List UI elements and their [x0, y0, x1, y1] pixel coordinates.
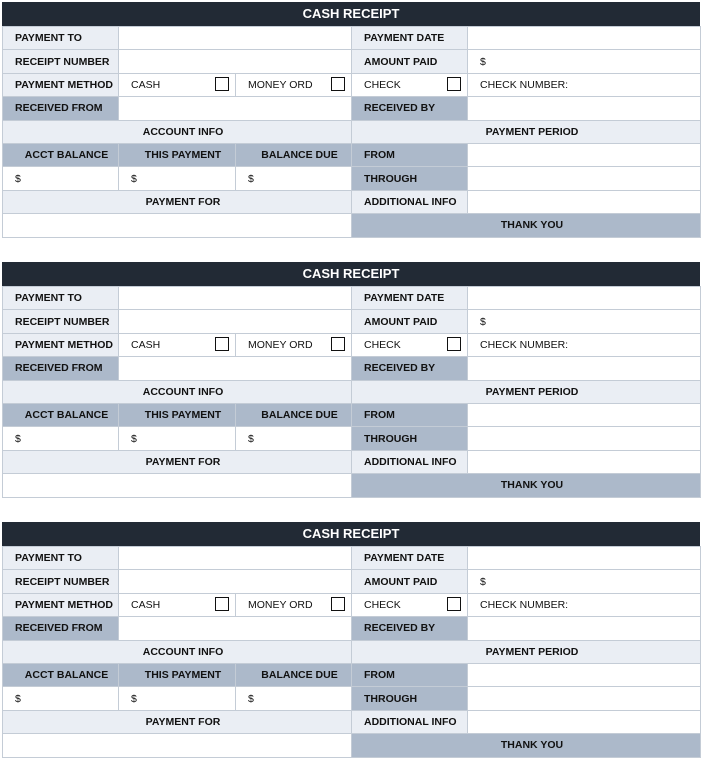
cash-checkbox[interactable]: [215, 77, 229, 91]
check-number-field[interactable]: [468, 593, 701, 616]
amount-paid-field[interactable]: $: [468, 570, 701, 593]
check-option[interactable]: [352, 73, 468, 96]
check-number-field[interactable]: [468, 73, 701, 96]
payment-for-heading: PAYMENT FOR: [3, 450, 352, 473]
payment-date-field[interactable]: [468, 27, 701, 50]
payment-to-field[interactable]: [119, 27, 352, 50]
cash-receipt-1: [2, 2, 700, 238]
money-order-option[interactable]: [236, 333, 352, 356]
check-option-label: CHECK: [364, 338, 401, 351]
this-payment-label: THIS PAYMENT: [119, 403, 236, 426]
payment-for-field[interactable]: [3, 214, 352, 237]
acct-balance-label: ACCT BALANCE: [3, 143, 119, 166]
balance-due-field[interactable]: $: [236, 427, 352, 450]
thank-you-banner: THANK YOU: [352, 474, 701, 497]
payment-for-field[interactable]: [3, 734, 352, 757]
receipt-number-label: RECEIPT NUMBER: [3, 50, 119, 73]
receipt-title: CASH RECEIPT: [2, 262, 700, 286]
received-from-field[interactable]: [119, 97, 352, 120]
money-order-checkbox[interactable]: [331, 597, 345, 611]
payment-date-label: PAYMENT DATE: [352, 27, 468, 50]
check-number-label: CHECK NUMBER:: [480, 338, 569, 351]
through-label: THROUGH: [352, 687, 468, 710]
check-checkbox[interactable]: [447, 77, 461, 91]
cash-receipt-2: [2, 262, 700, 498]
check-checkbox[interactable]: [447, 597, 461, 611]
check-number-field[interactable]: [468, 333, 701, 356]
through-label: THROUGH: [352, 167, 468, 190]
thank-you-banner: THANK YOU: [352, 734, 701, 757]
check-option-label: CHECK: [364, 598, 401, 611]
through-field[interactable]: [468, 167, 701, 190]
amount-paid-field[interactable]: $: [468, 310, 701, 333]
receipt-grid: [2, 286, 701, 498]
payment-to-field[interactable]: [119, 287, 352, 310]
cash-option-label: CASH: [131, 598, 161, 611]
money-order-checkbox[interactable]: [331, 77, 345, 91]
received-by-field[interactable]: [468, 97, 701, 120]
cash-option-label: CASH: [131, 78, 161, 91]
from-label: FROM: [352, 403, 468, 426]
account-info-heading: ACCOUNT INFO: [3, 120, 352, 143]
money-order-option-label: MONEY ORD: [248, 598, 313, 611]
account-info-heading: ACCOUNT INFO: [3, 380, 352, 403]
this-payment-label: THIS PAYMENT: [119, 663, 236, 686]
cash-receipt-3: [2, 522, 700, 758]
payment-date-label: PAYMENT DATE: [352, 547, 468, 570]
amount-paid-label: AMOUNT PAID: [352, 310, 468, 333]
from-field[interactable]: [468, 403, 701, 426]
this-payment-label: THIS PAYMENT: [119, 143, 236, 166]
payment-period-heading: PAYMENT PERIOD: [352, 640, 701, 663]
receipt-number-field[interactable]: [119, 310, 352, 333]
additional-info-field[interactable]: [468, 710, 701, 733]
receipt-number-label: RECEIPT NUMBER: [3, 570, 119, 593]
check-number-label: CHECK NUMBER:: [480, 78, 569, 91]
payment-period-heading: PAYMENT PERIOD: [352, 380, 701, 403]
through-label: THROUGH: [352, 427, 468, 450]
additional-info-label: ADDITIONAL INFO: [352, 190, 468, 213]
additional-info-field[interactable]: [468, 450, 701, 473]
payment-to-label: PAYMENT TO: [3, 287, 119, 310]
payment-method-label: PAYMENT METHOD: [3, 333, 119, 356]
payment-to-label: PAYMENT TO: [3, 547, 119, 570]
receipt-grid: [2, 26, 701, 238]
received-from-label: RECEIVED FROM: [3, 357, 119, 380]
payment-to-label: PAYMENT TO: [3, 27, 119, 50]
balance-due-field[interactable]: $: [236, 167, 352, 190]
money-order-option[interactable]: [236, 593, 352, 616]
money-order-option-label: MONEY ORD: [248, 338, 313, 351]
from-label: FROM: [352, 663, 468, 686]
receipt-number-field[interactable]: [119, 50, 352, 73]
check-number-label: CHECK NUMBER:: [480, 598, 569, 611]
payment-date-field[interactable]: [468, 287, 701, 310]
through-field[interactable]: [468, 427, 701, 450]
payment-for-field[interactable]: [3, 474, 352, 497]
from-label: FROM: [352, 143, 468, 166]
payment-date-label: PAYMENT DATE: [352, 287, 468, 310]
receipt-title: CASH RECEIPT: [2, 2, 700, 26]
thank-you-banner: THANK YOU: [352, 214, 701, 237]
this-payment-field[interactable]: $: [119, 427, 236, 450]
additional-info-field[interactable]: [468, 190, 701, 213]
cash-option[interactable]: [119, 593, 236, 616]
acct-balance-field[interactable]: $: [3, 427, 119, 450]
receipt-title: CASH RECEIPT: [2, 522, 700, 546]
money-order-option-label: MONEY ORD: [248, 78, 313, 91]
cash-option[interactable]: [119, 73, 236, 96]
balance-due-label: BALANCE DUE: [236, 403, 352, 426]
from-field[interactable]: [468, 143, 701, 166]
receipt-number-label: RECEIPT NUMBER: [3, 310, 119, 333]
received-from-label: RECEIVED FROM: [3, 617, 119, 640]
acct-balance-label: ACCT BALANCE: [3, 663, 119, 686]
balance-due-label: BALANCE DUE: [236, 663, 352, 686]
payment-date-field[interactable]: [468, 547, 701, 570]
receipt-grid: [2, 546, 701, 758]
received-by-field[interactable]: [468, 357, 701, 380]
payment-for-heading: PAYMENT FOR: [3, 190, 352, 213]
received-by-field[interactable]: [468, 617, 701, 640]
receipt-number-field[interactable]: [119, 570, 352, 593]
acct-balance-field[interactable]: $: [3, 167, 119, 190]
payment-method-label: PAYMENT METHOD: [3, 593, 119, 616]
payment-for-heading: PAYMENT FOR: [3, 710, 352, 733]
cash-option[interactable]: [119, 333, 236, 356]
cash-checkbox[interactable]: [215, 597, 229, 611]
cash-option-label: CASH: [131, 338, 161, 351]
received-from-field[interactable]: [119, 617, 352, 640]
check-checkbox[interactable]: [447, 337, 461, 351]
acct-balance-field[interactable]: $: [3, 687, 119, 710]
check-option-label: CHECK: [364, 78, 401, 91]
additional-info-label: ADDITIONAL INFO: [352, 450, 468, 473]
money-order-option[interactable]: [236, 73, 352, 96]
check-option[interactable]: [352, 333, 468, 356]
payment-to-field[interactable]: [119, 547, 352, 570]
amount-paid-label: AMOUNT PAID: [352, 50, 468, 73]
account-info-heading: ACCOUNT INFO: [3, 640, 352, 663]
balance-due-field[interactable]: $: [236, 687, 352, 710]
received-from-field[interactable]: [119, 357, 352, 380]
payment-period-heading: PAYMENT PERIOD: [352, 120, 701, 143]
this-payment-field[interactable]: $: [119, 687, 236, 710]
through-field[interactable]: [468, 687, 701, 710]
amount-paid-label: AMOUNT PAID: [352, 570, 468, 593]
received-by-label: RECEIVED BY: [352, 617, 468, 640]
received-by-label: RECEIVED BY: [352, 97, 468, 120]
additional-info-label: ADDITIONAL INFO: [352, 710, 468, 733]
received-by-label: RECEIVED BY: [352, 357, 468, 380]
acct-balance-label: ACCT BALANCE: [3, 403, 119, 426]
this-payment-field[interactable]: $: [119, 167, 236, 190]
check-option[interactable]: [352, 593, 468, 616]
money-order-checkbox[interactable]: [331, 337, 345, 351]
cash-checkbox[interactable]: [215, 337, 229, 351]
payment-method-label: PAYMENT METHOD: [3, 73, 119, 96]
received-from-label: RECEIVED FROM: [3, 97, 119, 120]
from-field[interactable]: [468, 663, 701, 686]
amount-paid-field[interactable]: $: [468, 50, 701, 73]
balance-due-label: BALANCE DUE: [236, 143, 352, 166]
